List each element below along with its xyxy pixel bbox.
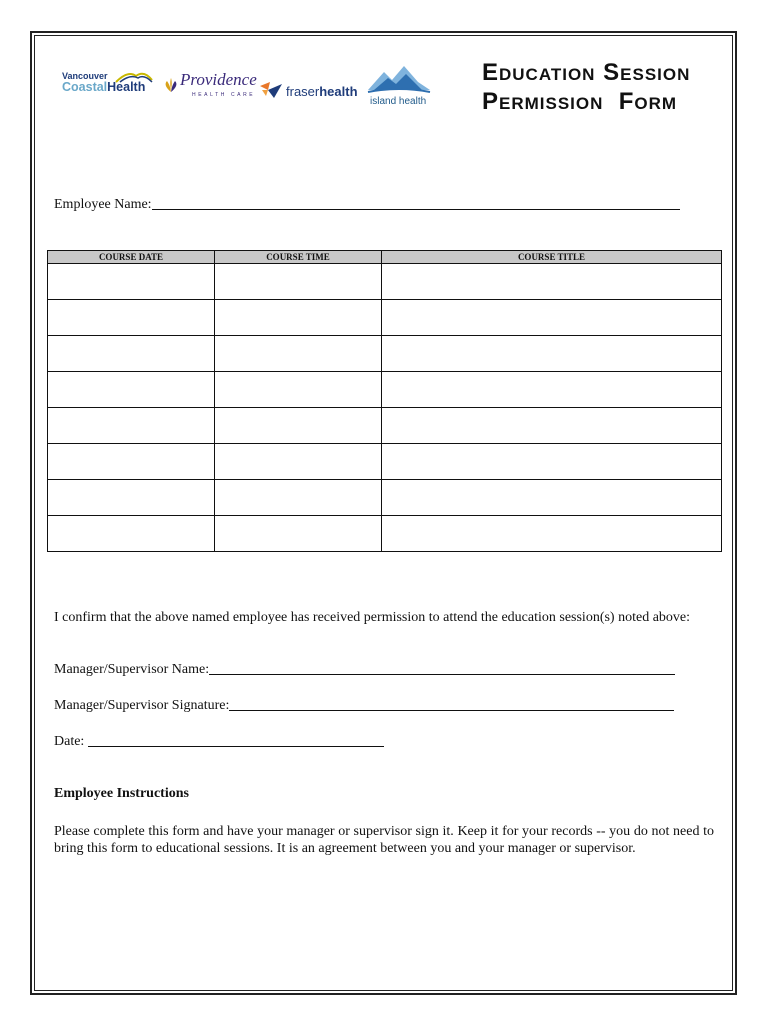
fraser-health-logo-text xyxy=(286,84,358,99)
course-time-cell[interactable] xyxy=(215,480,382,516)
course-title-cell[interactable] xyxy=(382,408,722,444)
course-date-cell[interactable] xyxy=(48,516,215,552)
form-title-line1: Education Session xyxy=(482,59,691,86)
manager-name-line[interactable] xyxy=(209,674,675,675)
table-row xyxy=(48,300,722,336)
providence-logo-name: Providence xyxy=(180,70,257,89)
manager-signature-line[interactable] xyxy=(229,710,674,711)
course-date-cell[interactable] xyxy=(48,480,215,516)
course-table xyxy=(47,250,722,552)
vch-logo-health: Health xyxy=(107,80,146,94)
vch-mountain-icon xyxy=(114,68,154,84)
instructions-heading: Employee Instructions xyxy=(54,786,189,801)
course-date-cell[interactable] xyxy=(48,444,215,480)
course-time-cell[interactable] xyxy=(215,408,382,444)
date-label: Date: xyxy=(54,734,88,749)
course-date-cell[interactable] xyxy=(48,264,215,300)
manager-signature-field xyxy=(54,698,674,714)
table-row xyxy=(48,480,722,516)
course-time-cell[interactable] xyxy=(215,372,382,408)
course-time-cell[interactable] xyxy=(215,444,382,480)
manager-signature-label: Manager/Supervisor Signature: xyxy=(54,698,230,713)
date-field xyxy=(54,734,384,750)
form-title xyxy=(482,58,690,116)
header-course-date: COURSE DATE xyxy=(48,251,215,264)
form-title-line2: Permission Form xyxy=(482,88,678,115)
course-time-cell[interactable] xyxy=(215,336,382,372)
course-time-cell[interactable] xyxy=(215,264,382,300)
course-title-cell[interactable] xyxy=(382,516,722,552)
course-title-cell[interactable] xyxy=(382,372,722,408)
fraser-logo-suffix: health xyxy=(319,84,358,99)
course-table-header xyxy=(48,251,722,264)
course-date-cell[interactable] xyxy=(48,300,215,336)
course-table-body xyxy=(48,264,722,552)
table-row xyxy=(48,516,722,552)
course-title-cell[interactable] xyxy=(382,264,722,300)
date-line[interactable] xyxy=(88,746,384,747)
employee-name-label: Employee Name: xyxy=(54,197,152,212)
confirmation-text: I confirm that the above named employee has received permission to attend the education session(s) noted above: xyxy=(54,610,691,625)
island-health-logo-text: island health xyxy=(370,96,427,107)
table-row xyxy=(48,408,722,444)
course-date-cell[interactable] xyxy=(48,336,215,372)
course-title-cell[interactable] xyxy=(382,444,722,480)
vch-logo-coastal: Coastal xyxy=(62,80,108,94)
employee-name-line[interactable] xyxy=(152,209,680,210)
fraser-logo-prefix: fraser xyxy=(286,84,320,99)
manager-name-field xyxy=(54,662,675,678)
manager-name-label: Manager/Supervisor Name: xyxy=(54,662,210,677)
course-time-cell[interactable] xyxy=(215,300,382,336)
course-date-cell[interactable] xyxy=(48,408,215,444)
table-row xyxy=(48,444,722,480)
table-row xyxy=(48,336,722,372)
vch-logo-line1: Vancouver xyxy=(62,71,108,81)
course-title-cell[interactable] xyxy=(382,336,722,372)
fraser-health-icon xyxy=(258,80,284,100)
header-course-time: COURSE TIME xyxy=(215,251,382,264)
table-row xyxy=(48,372,722,408)
vancouver-coastal-health-logo xyxy=(62,72,145,94)
course-date-cell[interactable] xyxy=(48,372,215,408)
header-course-title: COURSE TITLE xyxy=(382,251,722,264)
instructions-body: Please complete this form and have your manager or supervisor sign it. Keep it for your records -- you do not need to bring this form to educational sessions. It is an agreement between you and your manager or supervisor. xyxy=(54,824,714,856)
course-title-cell[interactable] xyxy=(382,300,722,336)
table-row xyxy=(48,264,722,300)
course-time-cell[interactable] xyxy=(215,516,382,552)
providence-logo-sub: HEALTH CARE xyxy=(192,92,256,98)
providence-flower-icon xyxy=(162,76,180,94)
island-mountain-icon xyxy=(366,64,432,96)
course-title-cell[interactable] xyxy=(382,480,722,516)
employee-name-field xyxy=(54,197,680,213)
